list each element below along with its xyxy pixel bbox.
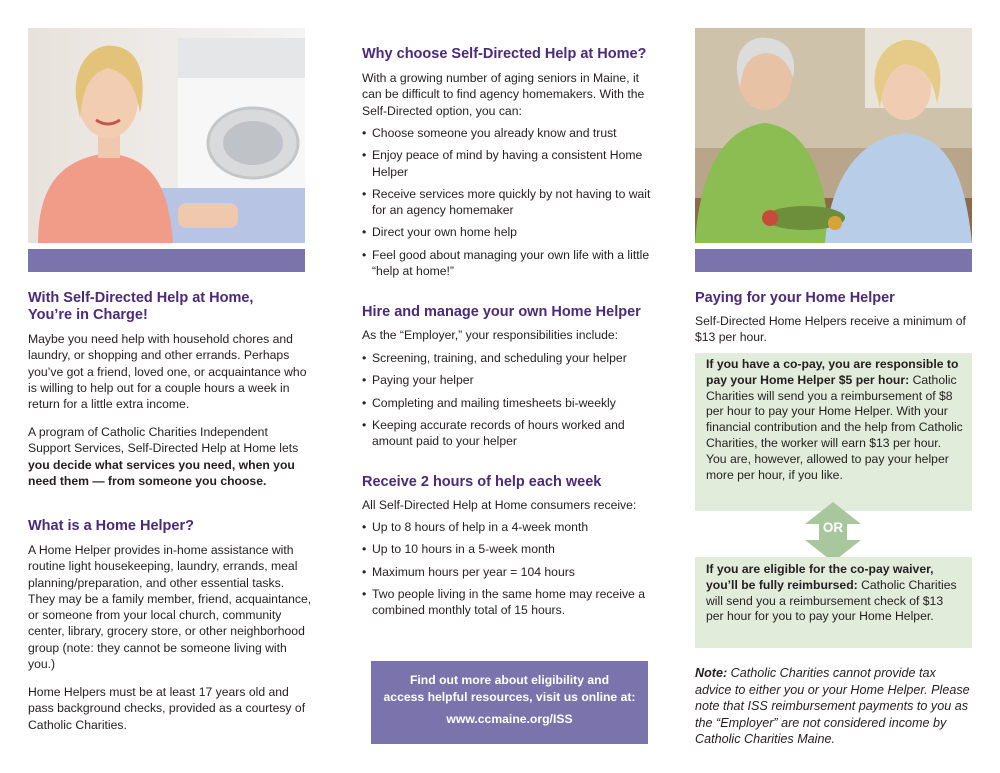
list-item: • Keeping accurate records of hours worked and amount paid to your helper [362,417,662,450]
copay-details: Catholic Charities will send you a reimbursement of $8 per hour to pay your Home Helper. With your financial contribution and the help from Catholic Charities, the worker will earn $13 per hour. You are, however, allowed to pay your helper more per hour, if you like. [706,372,963,482]
list-item: • Direct your own home help [362,224,662,240]
list-item: • Choose someone you already know and trust [362,125,662,141]
purple-bar-right [695,249,972,272]
hire-intro: As the “Employer,” your responsibilities include: [362,328,619,342]
why-list [362,125,662,285]
program-paragraph [28,424,313,489]
program-emphasis: you decide what services you need, when you need them — from someone you choose. [28,457,295,488]
woman-laundry-photo [28,28,305,243]
why-intro: With a growing number of aging seniors in Maine, it can be difficult to find agency homemakers. With the Self-Directed option, you can: [362,71,645,118]
hire-list [362,350,662,455]
receive-intro: All Self-Directed Help at Home consumers receive: [362,498,637,512]
two-women-cooking-photo [695,28,972,243]
tax-note [695,665,975,748]
intro-paragraph: Maybe you need help with household chores and laundry, or shopping and other errands. Perhaps you’ve got a friend, loved one, or acquaintance who is willing to help out for a couple hours a week in return for a little extra income. [28,332,307,412]
paying-intro: Self-Directed Home Helpers receive a minimum of $13 per hour. [695,314,966,345]
section-title-hire: Hire and manage your own Home Helper [362,304,641,320]
note-text: Catholic Charities cannot provide tax advice to either you or your Home Helper. Please note that ISS reimbursement payments to you as the “Employer” are not considered income by Catholic Charities Maine. [695,666,970,746]
waiver-heading: If you are eligible for the co-pay waiver, you’ll be fully reimbursed: [706,562,934,592]
section-title-self-directed: With Self-Directed Help at Home, You’re in Charge! [28,290,254,324]
receive-list [362,519,662,624]
home-helper-requirements: Home Helpers must be at least 17 years old and pass background checks, provided as a courtesy of Catholic Charities. [28,685,306,732]
list-item: • Up to 10 hours in a 5-week month [362,541,662,557]
list-item: • Receive services more quickly by not having to wait for an agency homemaker [362,186,662,219]
waiver-details: Catholic Charities will send you a reimbursement check of $13 per hour for you to pay your Home Helper. [706,577,957,624]
section-title-why: Why choose Self-Directed Help at Home? [362,46,647,62]
list-item: • Two people living in the same home may receive a combined monthly total of 15 hours. [362,586,662,619]
copay-text [695,353,972,483]
section-title-paying: Paying for your Home Helper [695,290,895,306]
copay-heading: If you have a co-pay, you are responsible to pay your Home Helper $5 per hour: [706,357,959,387]
section-title-receive: Receive 2 hours of help each week [362,474,602,490]
note-label: Note: [695,666,728,680]
waiver-box [695,557,972,648]
list-item: • Feel good about managing your own life with a little “help at home!” [362,247,662,280]
section-title-home-helper: What is a Home Helper? [28,518,194,534]
waiver-text [695,557,972,625]
list-item: • Enjoy peace of mind by having a consistent Home Helper [362,147,662,180]
website-link[interactable]: www.ccmaine.org/ISS [446,712,573,726]
website-callout [371,661,648,744]
list-item: • Completing and mailing timesheets bi-weekly [362,395,662,411]
callout-line-1: Find out more about eligibility and [409,673,610,687]
home-helper-description: A Home Helper provides in-home assistance with routine light housekeeping, laundry, errands, meal planning/preparation, and other essential tasks. They may be a family member, friend, acquaintance, or someone from your local church, community center, library, grocery store, or other neighborhood group (note: they cannot be someone living with you.) [28,543,312,672]
list-item: • Up to 8 hours of help in a 4-week month [362,519,662,535]
list-item: • Paying your helper [362,372,662,388]
copay-box [695,353,972,511]
callout-line-2: access helpful resources, visit us online at: [383,690,636,704]
or-label: OR [822,520,844,535]
purple-bar-left [28,249,305,272]
program-text: A program of Catholic Charities Independent Support Services, Self-Directed Help at Home lets [28,425,299,456]
list-item: • Maximum hours per year = 104 hours [362,564,662,580]
list-item: • Screening, training, and scheduling your helper [362,350,662,366]
